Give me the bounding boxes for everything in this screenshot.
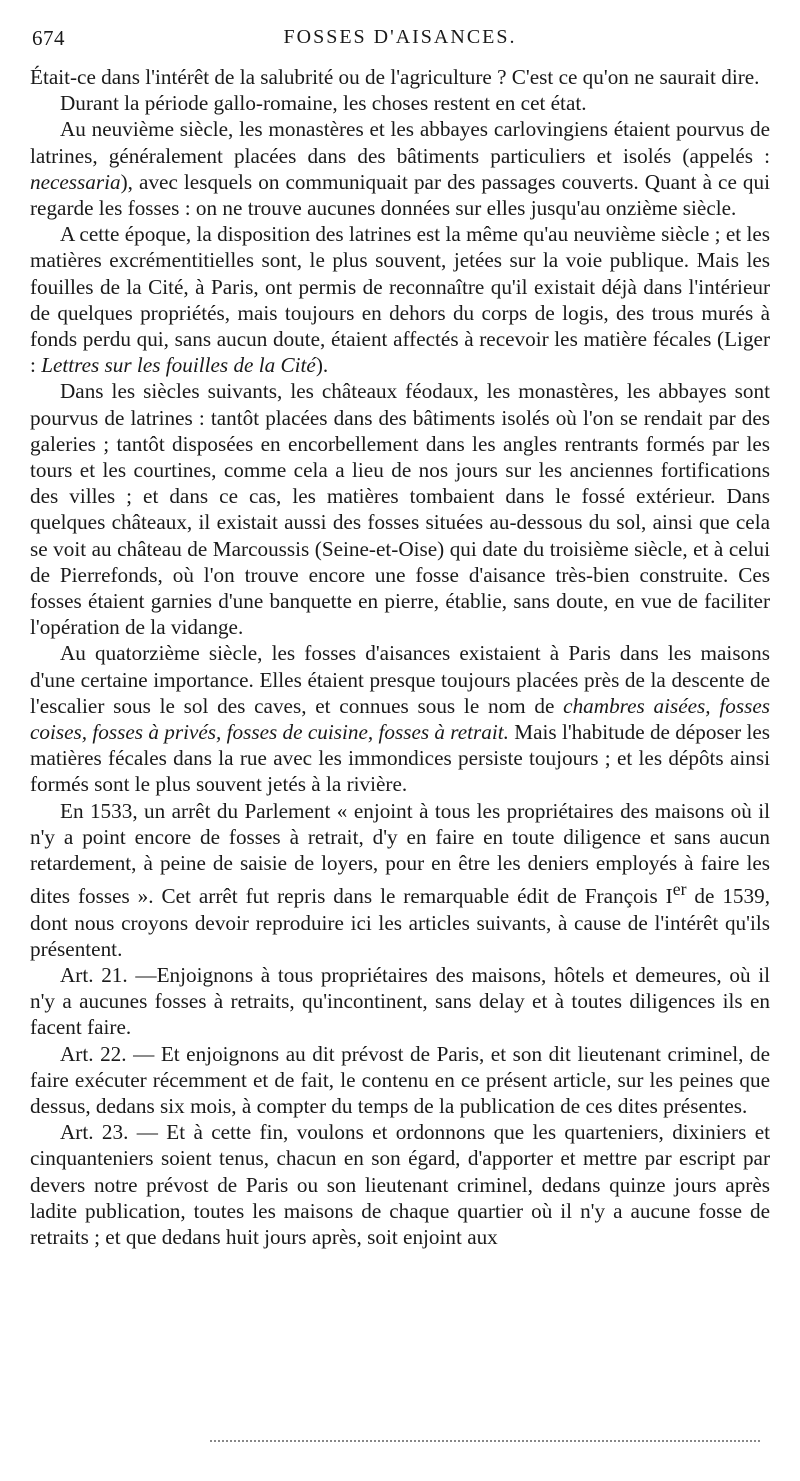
text-run: Mais l'habitude de déposer les matières fécales dans la rue avec les immondices persiste toujours ; et les dépôts ainsi formés sont le plus souvent jetés à la rivière.: [30, 720, 771, 797]
text-run: Dans les siècles suivants, les châteaux féodaux, les monastères, les abbayes sont pourvus de latrines : tantôt placées dans des bâtiments isolés où l'on se rendait par des galeries ; tantôt disposées en encorbellement dans les angles rentrants formés par les tours et les courtines, comme cela a lieu de nos jours sur les anciennes fortifications des villes ; et dans ce cas, les matières tombaient dans le fossé extérieur. Dans quelques châteaux, il existait aussi des fosses situées au-dessous du sol, ainsi que cela se voit au château de Marcoussis (Seine-et-Oise) qui date du troisième siècle, et à celui de Pierrefonds, où l'on trouve encore une fosse d'aisance très-bien construite. Ces fosses étaient garnies d'une banquette en pierre, établie, sans doute, en vue de faciliter l'opération de la vidange.: [30, 379, 770, 640]
paragraph: [30, 116, 770, 221]
text-run: Durant la période gallo-romaine, les choses restent en cet état.: [60, 91, 587, 116]
text-run: de 1539, dont nous croyons devoir reproduire ici les articles suivants, à cause de l'intérêt qu'ils présentent.: [30, 884, 771, 961]
text-run: Au neuvième siècle, les monastères et les abbayes carlovingiens étaient pourvus de latrines, généralement placées dans des bâtiments particuliers et isolés (appelés :: [30, 117, 770, 168]
text-run: En 1533, un arrêt du Parlement « enjoint à tous les propriétaires des maisons où il n'y a point encore de fosses à retrait, d'y en faire en toute diligence et sans aucun retardement, à peine de saisie de loyers, pour en être les deniers employés à faire les dites fosses ». Cet arrêt fut repris dans le remarquable édit de François I: [30, 798, 770, 909]
paragraph: [30, 1119, 770, 1250]
text-run: Au quatorzième siècle, les fosses d'aisances existaient à Paris dans les maisons d'une certaine importance. Elles étaient presque toujours placées près de la descente de l'escalier sous le sol des caves, et connues sous le nom de: [30, 641, 770, 718]
text-run: ), avec lesquels on communiquait par des passages couverts. Quant à ce qui regarde les fosses : on ne trouve aucunes données sur elles jusqu'au onzième siècle.: [30, 169, 770, 221]
italic-text: chambres aisées, fosses coises, fosses à privés, fosses de cuisine, fosses à retrait.: [30, 693, 770, 745]
bottom-dotted-rule: [210, 1440, 760, 1446]
superscript-text: er: [672, 879, 687, 900]
paragraph: [30, 64, 770, 90]
paragraph: [30, 1041, 770, 1120]
page-number: 674: [32, 26, 65, 50]
text-run: A cette époque, la disposition des latrines est la même qu'au neuvième siècle ; et les matières excrémentitielles sont, le plus souvent, jetées sur la voie publique. Mais les fouilles de la Cité, à Paris, ont permis de reconnaître qu'il existait déjà dans l'intérieur de quelques propriétés, mais toujours en dehors du corps de logis, des trous murés à fonds perdu qui, sans aucun doute, étaient affectés à recevoir les matière fécales (Liger :: [30, 222, 770, 378]
text-run: ).: [315, 353, 329, 378]
italic-text: necessaria: [30, 169, 121, 194]
text-run: Art. 22. — Et enjoignons au dit prévost de Paris, et son dit lieutenant criminel, de faire exécuter récemment et de fait, le contenu en ce présent article, sur les peines que dessus, dedans six mois, à compter du temps de la publication de ces dites présentes.: [30, 1041, 770, 1118]
text-run: Art. 23. — Et à cette fin, voulons et ordonnons que les quarteniers, dixiniers et cinquanteniers soient tenus, chacun en son égard, d'apporter et mettre par escript par devers notre prévost de Paris ou son lieutenant criminel, dedans quinze jours après ladite publication, toutes les maisons de chaque quartier où il n'y a aucune fosse de retraits ; et que dedans huit jours après, soit enjoint aux: [30, 1120, 770, 1249]
text-run: Était-ce dans l'intérêt de la salubrité ou de l'agriculture ? C'est ce qu'on ne saurait dire.: [30, 65, 760, 89]
text-run: Art. 21. —Enjoignons à tous propriétaires des maisons, hôtels et demeures, où il n'y a aucunes fosses à retraits, qu'incontinent, sans delay et à toutes diligences ils en facent faire.: [30, 962, 770, 1040]
paragraph: [30, 221, 770, 378]
italic-text: Lettres sur les fouilles de la Cité: [41, 353, 316, 378]
paragraph: [30, 640, 770, 797]
page-body: [30, 64, 770, 1250]
paragraph: [30, 798, 770, 962]
paragraph: [30, 378, 770, 640]
paragraph: [30, 90, 770, 116]
running-title: FOSSES D'AISANCES.: [283, 26, 517, 48]
paragraph: [30, 962, 770, 1041]
page-header: [30, 26, 770, 56]
